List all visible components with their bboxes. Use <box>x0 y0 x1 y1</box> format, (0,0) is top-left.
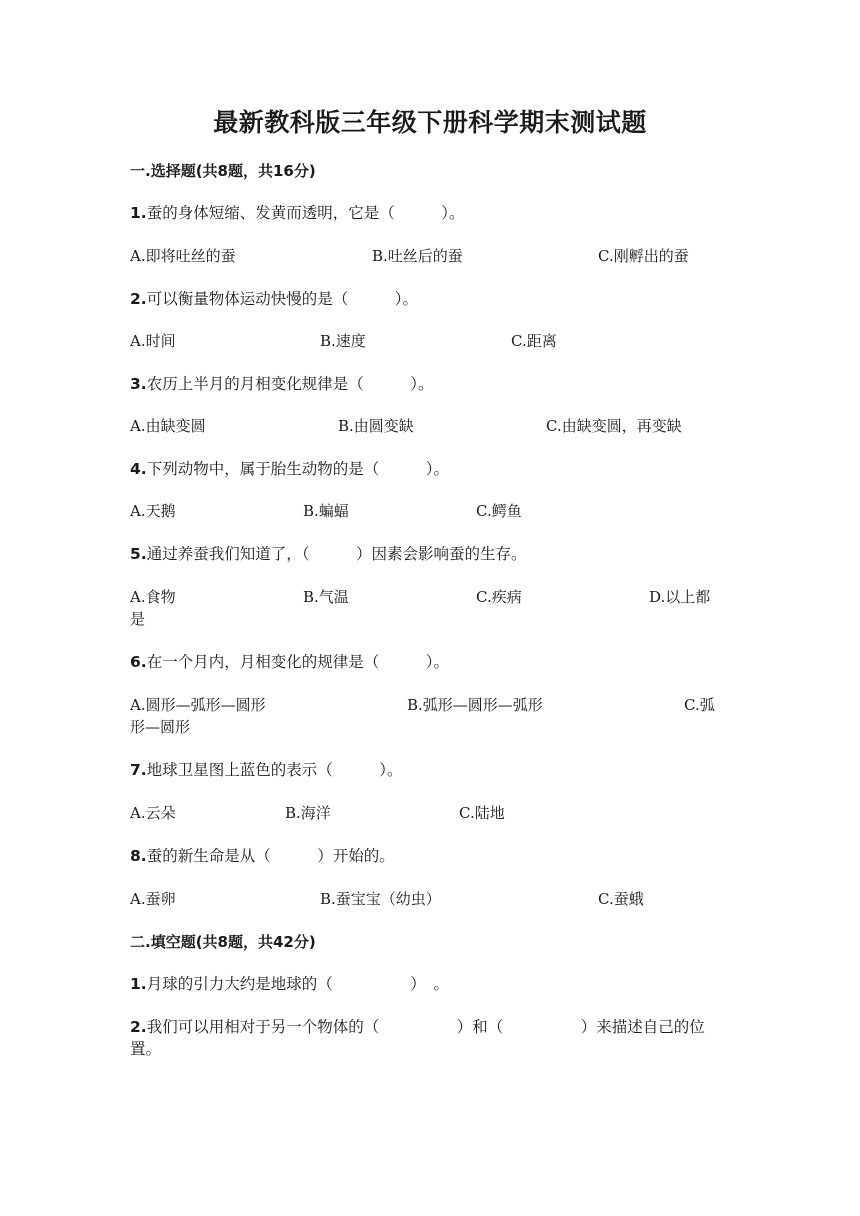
option-b: B.由圆变缺 <box>338 417 414 435</box>
question-text: 蚕的新生命是从（ ）开始的。 <box>146 847 395 865</box>
option-a: A.圆形—弧形—圆形 <box>130 696 266 714</box>
question-text: 蚕的身体短缩、发黄而透明，它是（ ）。 <box>146 204 465 222</box>
question-text: 下列动物中，属于胎生动物的是（ ）。 <box>146 460 449 478</box>
question-5 <box>130 543 725 565</box>
question-text: 在一个月内，月相变化的规律是（ ）。 <box>146 653 449 671</box>
question-2 <box>130 288 725 310</box>
option-b: B.吐丝后的蚕 <box>372 247 463 265</box>
question-6-options <box>130 694 725 740</box>
option-a: A.由缺变圆 <box>130 417 206 435</box>
option-c: C.蚕蛾 <box>598 890 644 908</box>
question-3 <box>130 373 725 395</box>
question-text: 通过养蚕我们知道了，（ ）因素会影响蚕的生存。 <box>146 545 527 563</box>
question-number: 7. <box>130 761 147 779</box>
question-number: 2. <box>130 1018 147 1036</box>
option-b: B.气温 <box>303 588 349 606</box>
option-a: A.蚕卵 <box>130 890 176 908</box>
option-c: C.刚孵出的蚕 <box>598 247 689 265</box>
question-1 <box>130 202 725 224</box>
question-text: 月球的引力大约是地球的（ ） 。 <box>146 975 449 993</box>
question-number: 2. <box>130 290 147 308</box>
option-c: C.距离 <box>511 332 557 350</box>
option-b: B.蝙蝠 <box>303 502 349 520</box>
question-text: 可以衡量物体运动快慢的是（ ）。 <box>146 290 418 308</box>
question-8 <box>130 845 725 867</box>
question-4 <box>130 458 725 480</box>
fill-question-1 <box>130 973 725 995</box>
option-a: A.天鹅 <box>130 502 176 520</box>
option-a: A.即将吐丝的蚕 <box>130 247 236 265</box>
option-a: A.云朵 <box>130 804 176 822</box>
question-number: 1. <box>130 204 147 222</box>
option-c: C.疾病 <box>476 588 522 606</box>
question-6 <box>130 651 725 673</box>
question-number: 3. <box>130 375 147 393</box>
question-number: 8. <box>130 847 147 865</box>
question-text: 农历上半月的月相变化规律是（ ）。 <box>146 375 434 393</box>
question-3-options <box>130 415 725 461</box>
option-a: A.时间 <box>130 332 176 350</box>
option-b: B.速度 <box>320 332 366 350</box>
option-a: A.食物 <box>130 588 176 606</box>
question-number: 1. <box>130 975 147 993</box>
question-number: 6. <box>130 653 147 671</box>
question-number: 5. <box>130 545 147 563</box>
question-7 <box>130 759 725 781</box>
option-c: C.由缺变圆，再变缺 <box>546 417 682 435</box>
option-b: B.弧形—圆形—弧形 <box>407 696 543 714</box>
question-8-options <box>130 888 725 934</box>
option-c: C.鳄鱼 <box>476 502 522 520</box>
question-5-options <box>130 586 725 632</box>
option-b: B.蚕宝宝（幼虫） <box>320 890 441 908</box>
option-c: C.陆地 <box>459 804 505 822</box>
section-header-choice: 一.选择题(共8题，共16分) <box>130 162 316 180</box>
section-header-fill: 二.填空题(共8题，共42分) <box>130 933 316 951</box>
option-d: D.以上都是 <box>130 588 711 628</box>
option-c: C.弧形—圆形 <box>130 696 715 736</box>
question-text: 我们可以用相对于另一个物体的（ ）和（ ）来描述自己的位置。 <box>130 1018 705 1058</box>
question-7-options <box>130 802 725 848</box>
option-b: B.海洋 <box>285 804 331 822</box>
question-1-options <box>130 245 725 291</box>
fill-question-2 <box>130 1016 725 1060</box>
question-number: 4. <box>130 460 147 478</box>
question-text: 地球卫星图上蓝色的表示（ ）。 <box>146 761 403 779</box>
question-4-options <box>130 500 725 546</box>
question-2-options <box>130 330 725 376</box>
page-title: 最新教科版三年级下册科学期末测试题 <box>213 108 647 137</box>
